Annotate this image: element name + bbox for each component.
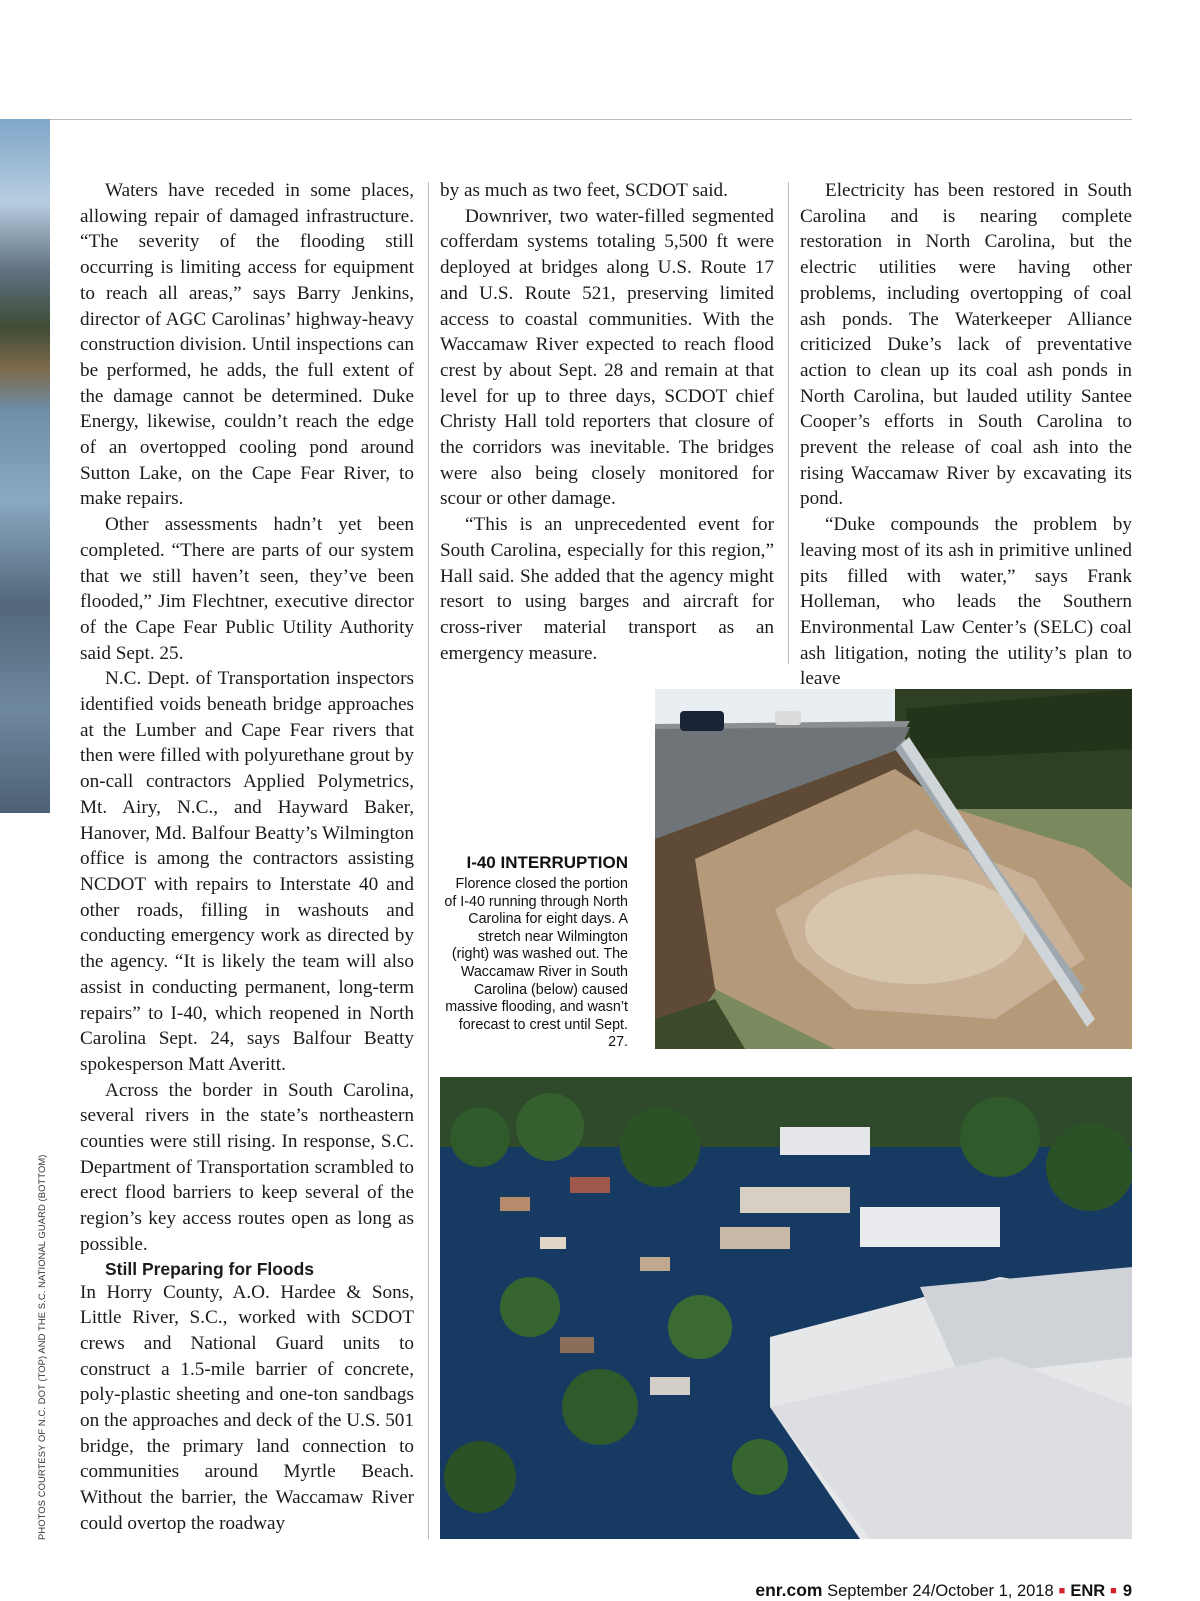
square-bullet-icon: ■ <box>1110 1585 1117 1597</box>
column-divider <box>788 182 789 664</box>
article-column-3 <box>800 178 1132 692</box>
paragraph: In Horry County, A.O. Hardee & Sons, Little River, S.C., worked with SCDOT crews and National Guard units to construct a 1.5-mile barrier of concrete, poly-plastic sheeting and one-ton sandbags on the approaches and deck of the U.S. 501 bridge, the primary land connection to communities around Myrtle Beach. Without the barrier, the Waccamaw River could overtop the roadway <box>80 1281 414 1534</box>
paragraph: “This is an unprecedented event for South Carolina, especially for this region,” Hall said. She added that the agency might resort to using barges and aircraft for cross-river material transport as an emergency measure. <box>440 514 774 664</box>
paragraph: Other assessments hadn’t yet been completed. “There are parts of our system that we still haven’t seen, they’ve been flooded,” Jim Flechtner, executive director of the Cape Fear Public Utility Authority said Sept. 25. <box>80 514 414 664</box>
footer-brand: ENR <box>1070 1582 1106 1600</box>
page-number: 9 <box>1122 1582 1132 1600</box>
article-column-1 <box>80 178 414 1537</box>
paragraph: by as much as two feet, SCDOT said. <box>440 180 728 201</box>
page-footer <box>755 1580 1132 1601</box>
header-rule <box>0 119 1132 120</box>
paragraph: Electricity has been restored in South Carolina and is nearing complete restoration in North Carolina, but the electric utilities were having other problems, including overtopping of coal ash ponds. The Waterkeeper Alliance criticized Duke’s lack of preventative action to clean up its coal ash ponds in North Carolina, but lauded utility Santee Cooper’s efforts in South Carolina to prevent the release of coal ash into the rising Waccamaw River by excavating its pond. <box>800 180 1132 510</box>
paragraph: N.C. Dept. of Transportation inspectors identified voids beneath bridge approaches at the Lumber and Cape Fear rivers that then were filled with polyurethane grout by on-call contractors Applied Polymetrics, Mt. Airy, N.C., and Hayward Baker, Hanover, Md. Balfour Beatty’s Wilmington office is among the contractors assisting NCDOT with repairs to Interstate 40 and other roads, filling in washouts and conducting emergency work as directed by the agency. “It is likely the team will also assist in conducting permanent, long-term repairs” to I-40, which reopened in North Carolina Sept. 24, says Balfour Beatty spokesperson Matt Averitt. <box>80 668 414 1075</box>
paragraph: Waters have receded in some places, allowing repair of damaged infrastructure. “The severity of the flooding still occurring is limiting access for equipment to reach all areas,” says Barry Jenkins, director of AGC Carolinas’ highway-heavy construction division. Until inspections can be performed, he adds, the full extent of the damage cannot be determined. Duke Energy, likewise, couldn’t reach the edge of an overtopped cooling pond around Sutton Lake, on the Cape Fear River, to make repairs. <box>80 180 414 510</box>
photo-aerial-flooding <box>440 1077 1132 1539</box>
paragraph: Across the border in South Carolina, several rivers in the state’s northeastern counties were still rising. In response, S.C. Department of Transportation scrambled to erect flood barriers to keep several of the region’s key access routes open as long as possible. <box>80 1079 414 1255</box>
photo-caption <box>440 852 628 1052</box>
caption-title: I-40 INTERRUPTION <box>466 853 628 872</box>
paragraph: Downriver, two water-filled segmented cofferdam systems totaling 5,500 ft were deployed at bridges along U.S. Route 17 and U.S. Route 521, preserving limited access to coastal communities. With the Waccamaw River expected to reach flood crest by about Sept. 28 and remain at that level for up to three days, SCDOT chief Christy Hall told reporters that closure of the corridors was inevitable. The bridges were also being closely monitored for scour or other damage. <box>440 205 774 510</box>
photo-washed-out-highway <box>655 689 1132 1049</box>
caption-body: Florence closed the portion of I-40 running through North Carolina for eight days. A stretch near Wilmington (right) was washed out. The Waccamaw River in South Carolina (below) caused massive flooding, and wasn’t forecast to crest until Sept. 27. <box>444 876 628 1051</box>
paragraph: “Duke compounds the problem by leaving most of its ash in primitive unlined pits filled with water,” says Frank Holleman, who leads the Southern Environmental Law Center’s (SELC) coal ash litigation, noting the utility’s plan to leave <box>800 514 1132 690</box>
square-bullet-icon: ■ <box>1058 1585 1066 1597</box>
photo-credit: PHOTOS COURTESY OF N.C. DOT (TOP) AND THE S.C. NATIONAL GUARD (BOTTOM) <box>36 1154 47 1540</box>
column-divider <box>428 182 429 1539</box>
article-column-2 <box>440 178 774 666</box>
spread-photo-edge <box>0 119 50 813</box>
footer-site[interactable]: enr.com <box>755 1580 823 1600</box>
subhead: Still Preparing for Floods <box>105 1258 315 1279</box>
footer-date: September 24/October 1, 2018 <box>827 1582 1054 1600</box>
